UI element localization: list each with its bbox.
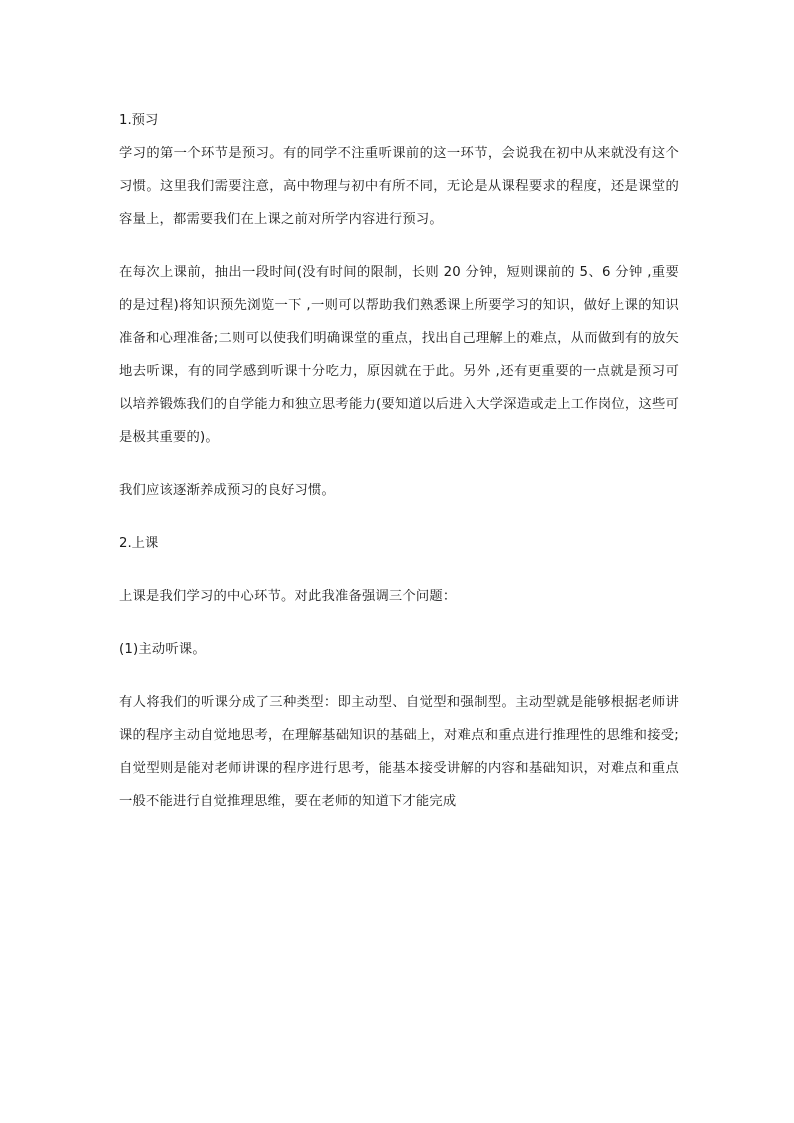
paragraph-class-intro: 上课是我们学习的中心环节。对此我准备强调三个问题： [119,589,457,604]
paragraph-preview-method: 在每次上课前，抽出一段时间(没有时间的限制，长则 20 分钟，短则课前的 5、6 分钟 ,重要的是过程)将知识预先浏览一下 ,一则可以帮助我们熟悉课上所要学习的知识，做好上课的知识准备和心理准备;二则可以使我们明确课堂的重点，找出自己理解上的难点，从而做到有的放矢地去听课，有的同学感到听课十分吃力，原因就在于此。另外 ,还有更重要的一点就是预习可以培养锻炼我们的自学能力和独立思考能力(要知道以后进入大学深造或走上工作岗位，这些可是极其重要的)。 [119,265,679,445]
document-body [119,104,679,818]
section-heading-preview: 1.预习 [119,113,159,128]
paragraph-preview-intro: 学习的第一个环节是预习。有的同学不注重听课前的这一环节，会说我在初中从来就没有这个习惯。这里我们需要注意，高中物理与初中有所不同，无论是从课程要求的程度，还是课堂的容量上，都需要我们在上课之前对所学内容进行预习。 [119,146,679,227]
paragraph-preview-habit: 我们应该逐渐养成预习的良好习惯。 [119,483,335,498]
section-heading-class: 2.上课 [119,536,159,551]
paragraph-listening-types: 有人将我们的听课分成了三种类型：即主动型、自觉型和强制型。主动型就是能够根据老师讲课的程序主动自觉地思考，在理解基础知识的基础上，对难点和重点进行推理性的思维和接受;自觉型则是能对老师讲课的程序进行思考，能基本接受讲解的内容和基础知识，对难点和重点一般不能进行自觉推理思维，要在老师的知道下才能完成 [119,695,679,809]
sub-heading-active-listening: (1)主动听课。 [119,642,206,657]
